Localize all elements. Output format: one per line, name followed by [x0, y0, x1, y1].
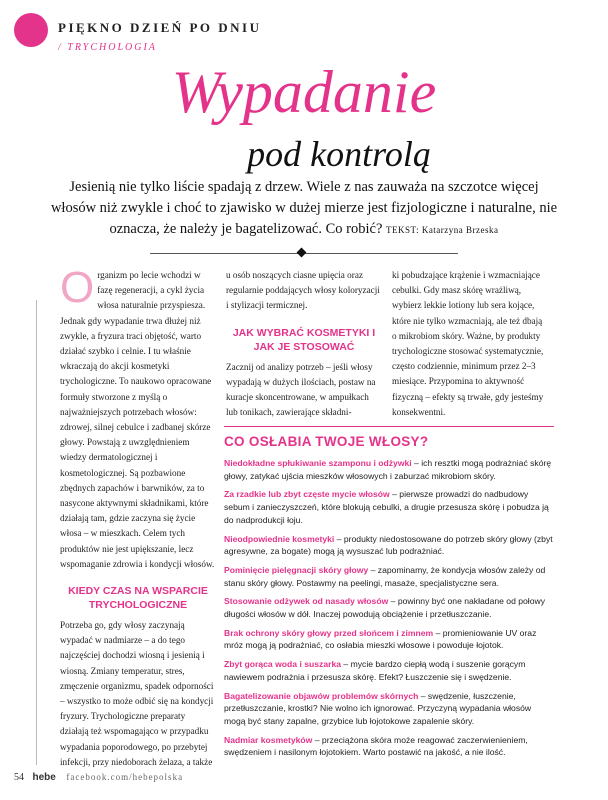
tip-item [224, 627, 554, 652]
paragraph-how-continued: ki pobudzające krążenie i wzmacniające cebulki. Gdy masz skórę wrażliwą, wybierz lekkie lotiony lub sera kojące, które nie tylko wzmacniają, ale też dbają o mikrobiom skóry. Ważne, by produkty trychologiczne stosować systematycznie, często codziennie, minimum przez 2–3 miesiące. Przypomina to aktywność fizyczną – efekty są trwałe, gdy jesteśmy konsekwentni. [392, 270, 544, 417]
page-number: 54 [14, 772, 24, 783]
article-subtitle: pod kontrolą [247, 134, 431, 174]
heading-when: KIEDY CZAS NA WSPARCIE TRYCHOLOGICZNE [68, 585, 208, 612]
tip-text: – powinny być one nakładane od połowy długości włosów w dół. Inaczej powodują obciążenie i przetłuszczanie. [224, 596, 545, 620]
tips-box [224, 434, 554, 765]
tip-item [224, 564, 554, 589]
column-2 [226, 268, 382, 420]
tip-highlight: Stosowanie odżywek od nasady włosów [224, 596, 389, 607]
tip-highlight: Bagatelizowanie objawów problemów skórnych [224, 690, 419, 701]
article-lead [48, 177, 560, 241]
tip-text: – zapominamy, że kondycja włosów zależy od stanu skóry głowy. Postawmy na peelingi, masaże, specjalistyczne sera. [224, 564, 546, 588]
tip-item [224, 457, 554, 482]
tip-text: – przeciążona skóra może reagować zaczerwienieniem, swędzeniem i nasilonym łojotokiem. Warto postawić na jakość, a nie ilość. [224, 734, 528, 758]
tip-item [224, 488, 554, 526]
tip-highlight: Pominięcie pielęgnacji skóry głowy [224, 564, 369, 575]
tip-item [224, 658, 554, 683]
social-link[interactable]: facebook.com/hebepolska [66, 772, 184, 782]
intro-text: rganizm po lecie wchodzi w fazę regeneracji, a cykl życia włosa naturalnie przyspiesza. Jednak gdy wypadanie trwa dłużej niż zwykle, a fryzura traci objętość, warto działać szybko i celnie. I tu właśnie wkraczają do akcji kosmetyki trychologiczne. To naukowo opracowane formuły stworzone z myślą o najważniejszych potrzebach włosów: zdrowej, silnej cebulce i zadbanej skórze głowy. Powstają z uwzględnieniem wiedzy dermatologicznej i kosmetologicznej. Są pozbawione zbędnych zapachów i barwników, za to nasycone aktywnymi składnikami, które działają tam, gdzie zaczyna się życie włosa – w mieszkach. Celem tych produktów nie jest upiększanie, lecz wspomaganie zdrowia i kondycji włosów. [60, 270, 215, 569]
tip-highlight: Za rzadkie lub zbyt częste mycie włosów [224, 489, 390, 500]
tip-item [224, 734, 554, 759]
paragraph-continued: u osób noszących ciasne upięcia oraz regularnie poddających włosy koloryzacji i stylizacji termicznej. [226, 270, 380, 311]
margin-rule [36, 300, 37, 765]
lead-text: Jesienią nie tylko liście spadają z drzew. Wiele z nas zauważa na szczotce więcej włosów niż zwykle i choć to zjawisko w dużej mierze jest fizjologiczne i naturalne, nie oznacza, że należy je bagatelizować. Co robić? [50, 179, 558, 237]
tip-text: – pierwsze prowadzi do nadbudowy sebum i zanieczyszczeń, które blokują cebulki, a drugie przesusza skórę i pobudza ją do nadprodukcji łoju. [224, 489, 549, 525]
paragraph-how: Zacznij od analizy potrzeb – jeśli włosy wypadają w dużych ilościach, postaw na kuracje skoncentrowane, w ampułkach lub tonikach, zawierające składni- [226, 361, 376, 418]
tip-item [224, 690, 554, 728]
tip-text: – mycie bardzo ciepłą wodą i suszenie gorącym nawiewem podrażnia i przesusza skórę. Efekt? Łuszczenie się i swędzenie. [224, 659, 526, 682]
tip-highlight: Zbyt gorąca woda i suszarka [224, 659, 342, 670]
diamond-ornament-icon [297, 248, 307, 258]
subsection-title: / TRYCHOLOGIA [58, 42, 157, 53]
tip-highlight: Nieodpowiednie kosmetyki [224, 533, 335, 544]
page-footer [14, 772, 183, 783]
tip-text: – swędzenie, łuszczenie, przetłuszczanie, krostki? Nie wolno ich ignorować. Przyczyną wypadania włosów mogą być stany zapalne, grzybice lub łojotokowe zapalenie skóry. [224, 690, 532, 726]
tip-highlight: Niedokładne spłukiwanie szamponu i odżywki [224, 458, 412, 468]
section-dot-icon [14, 13, 48, 47]
tip-text: – promieniowanie UV oraz mróz mogą ją podrażniać, co osłabia mieszki włosowe i powoduje łojotok. [224, 627, 537, 651]
section-title: PIĘKNO DZIEŃ PO DNIU [58, 20, 262, 35]
brand-logo: hebe [32, 772, 56, 783]
tips-title: CO OSŁABIA TWOJE WŁOSY? [224, 434, 429, 449]
intro-paragraph [60, 263, 216, 572]
drop-cap: O [60, 263, 95, 312]
tip-highlight: Brak ochrony skóry głowy przed słońcem i zimnem [224, 627, 434, 638]
tip-text: – ich resztki mogą podrażniać skórę głowy, zatykać ujścia mieszków włosowych i zaburzać mikrobiom skóry. [224, 458, 552, 481]
column-3 [392, 268, 548, 420]
tip-item [224, 595, 554, 620]
paragraph-when: Potrzeba go, gdy włosy zaczynają wypadać w nadmiarze – a do tego najczęściej dochodzi wiosną i jesienią i wiosną. Zmiany temperatur, stres, zmęczenie organizmu, spadek odporności – wszystko to może odbić się na kondycji fryzury. Trychologiczne preparaty działają też wspomagająco w przypadku wypadania poporodowego, po przebytej infekcji, przy niedoborach żelaza, a także [60, 620, 214, 767]
author-credit: TEKST: Katarzyna Brzeska [386, 225, 499, 235]
tips-list [224, 457, 554, 759]
tip-item [224, 533, 554, 558]
heading-how: JAK WYBRAĆ KOSMETYKI I JAK JE STOSOWAĆ [232, 326, 376, 353]
box-rule [224, 426, 554, 427]
article-title: Wypadanie [171, 59, 437, 125]
tip-highlight: Nadmiar kosmetyków [224, 734, 313, 745]
tip-text: – produkty niedostosowane do potrzeb skóry głowy (zbyt agresywne, za bogate) mogą ją wysuszać lub podrażniać. [224, 533, 553, 557]
column-1 [60, 263, 216, 770]
